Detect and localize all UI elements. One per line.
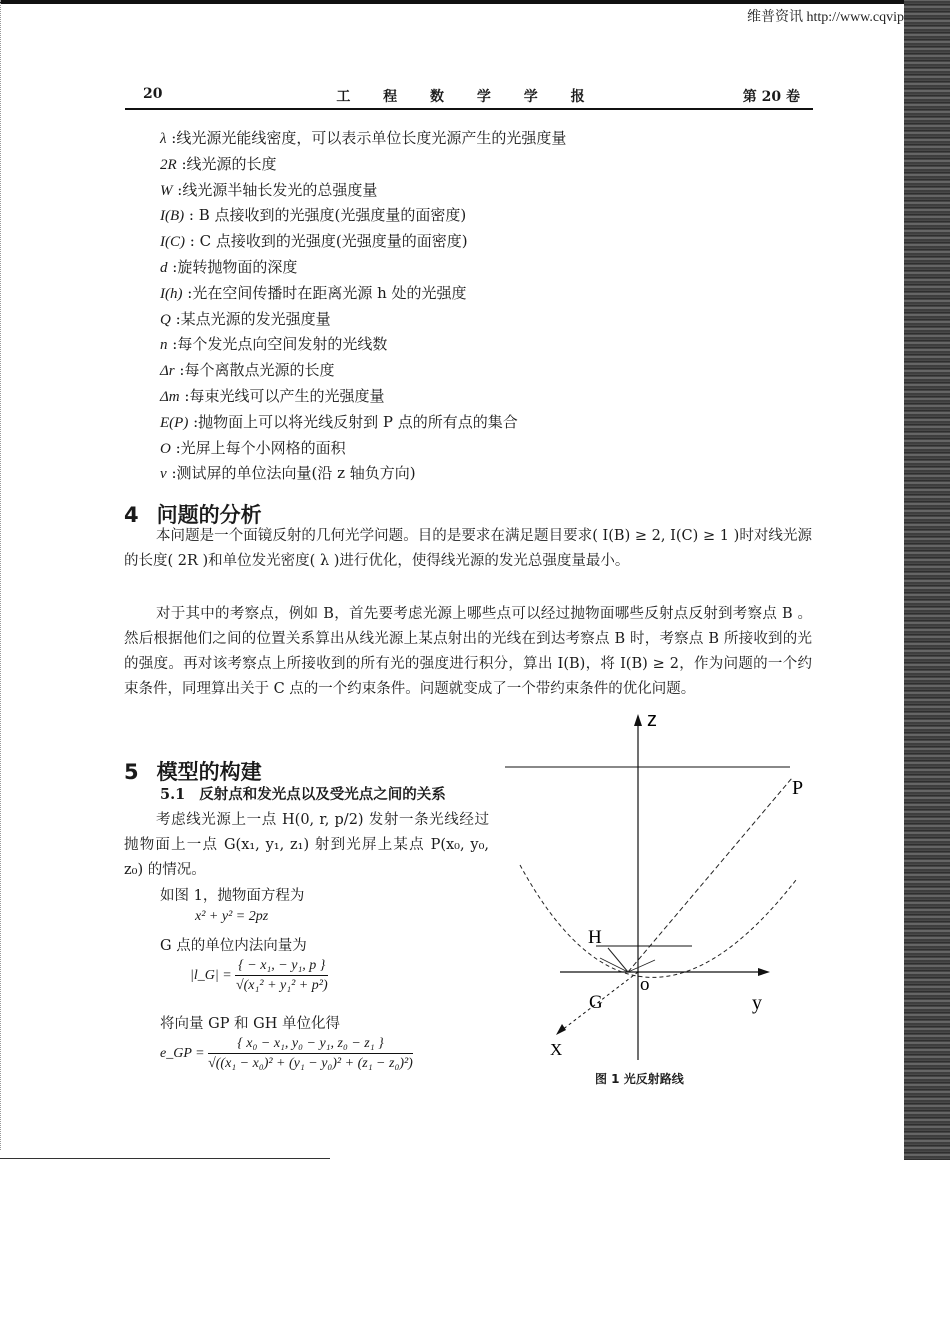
point-g-label: G — [589, 992, 603, 1013]
top-scan-rule — [0, 0, 905, 4]
symbol-item: λ :线光源光能线密度，可以表示单位长度光源产生的光强度量 — [160, 129, 567, 147]
y-axis-arrow-icon — [758, 968, 770, 976]
reflection-figure — [500, 710, 820, 1070]
paraboloid-curve — [520, 865, 796, 977]
normal-vector-equation: |l_G| = $\frac{\text{\{ − x₁, − y₁, p \}}}{\text{√(x₁² + y₁² + p²)}}$ — [190, 958, 328, 993]
vector-unitize-intro: 将向量 GP 和 GH 单位化得 — [160, 1016, 341, 1032]
y-label: y — [752, 992, 762, 1014]
point-p-label: P — [792, 777, 804, 799]
reflected-ray — [628, 778, 792, 972]
volume-label: 第 20 卷 — [742, 89, 800, 105]
symbol-item: Q :某点光源的发光强度量 — [160, 309, 331, 328]
symbol-item: O :光屏上每个小网格的面积 — [160, 438, 346, 457]
symbol-item: n :每个发光点向空间发射的光线数 — [160, 335, 388, 354]
symbol-item: Δr :每个离散点光源的长度 — [160, 361, 335, 380]
egp-denominator: √((x₁ − x₀)² + (y₁ − y₀)² + (z₁ − z₀)²) — [208, 1056, 413, 1071]
symbol-item: Δm :每束光线可以产生的光强度量 — [160, 386, 385, 405]
symbol-item: E(P) :抛物面上可以将光线反射到 P 点的所有点的集合 — [160, 412, 518, 431]
bottom-rule — [0, 1158, 330, 1159]
normal-line — [600, 958, 628, 972]
origin-label: o — [640, 974, 650, 995]
normal-numerator: { − x₁, − y₁, p } — [235, 958, 328, 976]
x-axis-arrow-icon — [556, 1024, 566, 1035]
normal-denominator: √(x₁² + y₁² + p²) — [235, 978, 328, 993]
ray-segment — [628, 960, 655, 972]
subsection-5-1-heading: 5.1 反射点和发光点以及受光点之间的关系 — [160, 786, 446, 803]
section-4-heading: 4 问题的分析 — [124, 503, 262, 527]
incident-ray — [608, 948, 628, 972]
symbol-list — [160, 126, 566, 487]
symbol-item: I(C) : C 点接收到的光强度(光强度量的面密度) — [160, 232, 468, 251]
z-label: z — [647, 710, 657, 731]
symbol-item: 2R :线光源的长度 — [160, 154, 277, 173]
section-5-heading: 5 模型的构建 — [124, 760, 262, 784]
figure-intro-text: 如图 1，抛物面方程为 — [160, 888, 305, 904]
section-4-paragraph-1: 本问题是一个面镜反射的几何光学问题。目的是要求在满足题目要求( I(B) ≥ 2, I(C) ≥ 1 )时对线光源的长度( 2R )和单位发光密度( λ )进行优化，使得线光源的发光总强度量最小。 — [124, 528, 812, 569]
right-scan-edge — [904, 0, 950, 1160]
section-4-paragraph-2: 对于其中的考察点，例如 B，首先要考虑光源上哪些点可以经过抛物面哪些反射点反射到考察点 B 。然后根据他们之间的位置关系算出从线光源上某点射出的光线在到达考察点 B 时，考察点 B 所接收到的光的强度。再对该考察点上所接收到的所有光的强度进行积分，算出 I(B)，将 I(B) ≥ 2，作为问题的一个约束条件，同理算出关于 C 点的一个约束条件。问题就变成了一个带约束条件的优化问题。 — [124, 606, 812, 697]
point-h-label: H — [588, 927, 602, 948]
journal-title: 工 程 数 学 学 报 — [336, 89, 599, 105]
page-number: 20 — [143, 86, 163, 102]
normal-vector-intro: G 点的单位内法向量为 — [160, 938, 307, 954]
z-axis-arrow-icon — [634, 714, 642, 726]
figure-caption: 图 1 光反射路线 — [595, 1072, 684, 1086]
symbol-item: W :线光源半轴长发光的总强度量 — [160, 180, 378, 199]
egp-equation: e_GP = $\frac{\text{\{ x₀ − x₁, y₀ − y₁, z₀ − z₁ \}}}{\text{√((x₁ − x₀)² + (y₁ − y₀)² + (z₁ − z₀)²)}}$ — [160, 1036, 413, 1071]
symbol-item: I(B) : B 点接收到的光强度(光强度量的面密度) — [160, 206, 467, 225]
watermark: 维普资讯 http://www.cqvip — [747, 10, 904, 25]
page-header — [125, 86, 810, 106]
x-label: X — [550, 1040, 563, 1059]
symbol-item: v :测试屏的单位法向量(沿 z 轴负方向) — [160, 464, 416, 483]
section-5-1-paragraph: 考虑线光源上一点 H(0, r, p/2) 发射一条光线经过抛物面上一点 G(x₁, y₁, z₁) 射到光屏上某点 P(x₀, y₀, z₀) 的情况。 — [124, 812, 489, 878]
symbol-item: d :旋转抛物面的深度 — [160, 257, 298, 276]
header-rule — [125, 108, 813, 110]
paraboloid-equation: x² + y² = 2pz — [195, 909, 269, 924]
symbol-item: I(h) :光在空间传播时在距离光源 h 处的光强度 — [160, 283, 467, 302]
egp-numerator: { x₀ − x₁, y₀ − y₁, z₀ − z₁ } — [208, 1036, 413, 1054]
left-scan-edge — [0, 0, 11, 1150]
